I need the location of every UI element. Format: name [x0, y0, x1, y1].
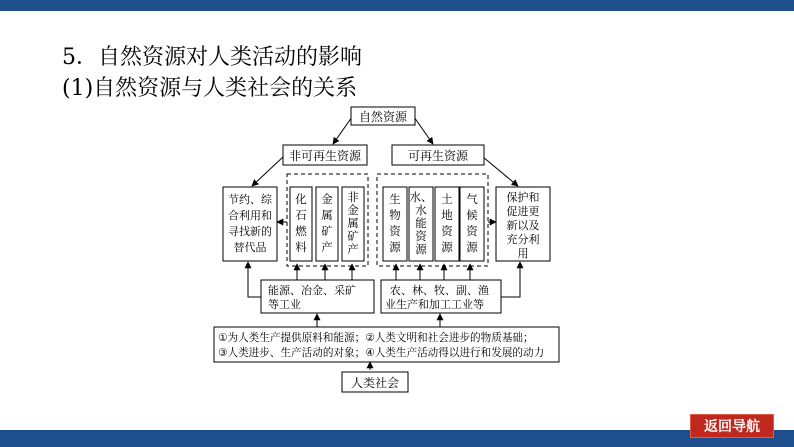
- resource-item-char: 水、: [409, 190, 433, 204]
- natural-resources-label: 自然资源: [358, 110, 408, 124]
- bottom-bar: [0, 430, 794, 447]
- resource-item-char: 料: [295, 240, 307, 254]
- protect-text-line: 充分利: [506, 233, 540, 246]
- resource-item-char: 化: [295, 192, 307, 206]
- nonrenewable-label: 非可再生资源: [288, 149, 362, 163]
- resource-item-char: 气: [466, 192, 478, 206]
- agriculture-industry-line2: 业生产和加工工业等: [385, 298, 484, 311]
- resource-item-char: 资: [441, 224, 453, 238]
- resource-item-char: 资: [389, 224, 401, 238]
- resource-item-char: 物: [389, 208, 401, 222]
- resource-item-char: 石: [295, 208, 307, 222]
- resource-item-char: 金: [321, 192, 333, 206]
- resource-item-char: 金: [347, 203, 359, 217]
- resource-item-char: 地: [441, 208, 453, 222]
- conserve-text-line: 寻找新的: [228, 225, 272, 238]
- relations-line2: ③人类进步、生产活动的对象；④人类生产活动得以进行和发展的动力: [218, 347, 545, 359]
- resource-item-char: 生: [389, 192, 401, 206]
- protect-text-line: 用: [517, 247, 529, 260]
- back-to-nav-button[interactable]: 返回导航: [690, 414, 774, 438]
- resource-item-char: 源: [441, 240, 453, 254]
- renewable-label: 可再生资源: [407, 149, 469, 163]
- resource-item-char: 能: [415, 216, 427, 230]
- resource-item-char: 属: [321, 208, 333, 222]
- resource-item-char: 产: [321, 240, 333, 254]
- resource-items: [290, 187, 484, 261]
- resource-item-char: 资: [466, 224, 478, 238]
- protect-text-line: 保护和: [506, 191, 540, 204]
- resource-item-char: 土: [441, 192, 453, 206]
- energy-industry-line2: 等工业: [268, 298, 301, 311]
- resource-item-char: 源: [389, 240, 401, 254]
- protect-text-line: 促进更: [506, 205, 540, 218]
- relations-line1: ①为人类生产提供原料和能源；②人类文明和社会进步的物质基础；: [218, 332, 534, 344]
- protect-text-line: 新以及: [506, 219, 540, 232]
- energy-industry-line1: 能源、冶金、采矿: [268, 284, 356, 297]
- resource-item-char: 非: [347, 190, 359, 204]
- resource-item-char: 源: [415, 242, 427, 256]
- resource-item-char: 源: [466, 240, 478, 254]
- conserve-text-line: 替代品: [233, 241, 267, 254]
- resource-item-char: 燃: [295, 224, 307, 238]
- resource-item-char: 产: [347, 242, 359, 256]
- resource-item-char: 属: [347, 216, 359, 230]
- resource-item-char: 候: [466, 208, 478, 222]
- human-society-label: 人类社会: [350, 376, 400, 390]
- agriculture-industry-line1: 农、林、牧、副、渔: [390, 284, 489, 297]
- section-heading: 5．自然资源对人类活动的影响: [62, 45, 362, 70]
- resource-item-char: 资: [415, 229, 427, 243]
- resource-item-char: 水: [415, 203, 427, 217]
- conserve-text-line: 合利用和: [228, 209, 272, 222]
- sub-heading: (1)自然资源与人类社会的关系: [62, 76, 358, 101]
- conserve-text-line: 节约、综: [228, 193, 272, 206]
- resource-item-char: 矿: [347, 229, 359, 243]
- resource-item-char: 矿: [321, 224, 333, 238]
